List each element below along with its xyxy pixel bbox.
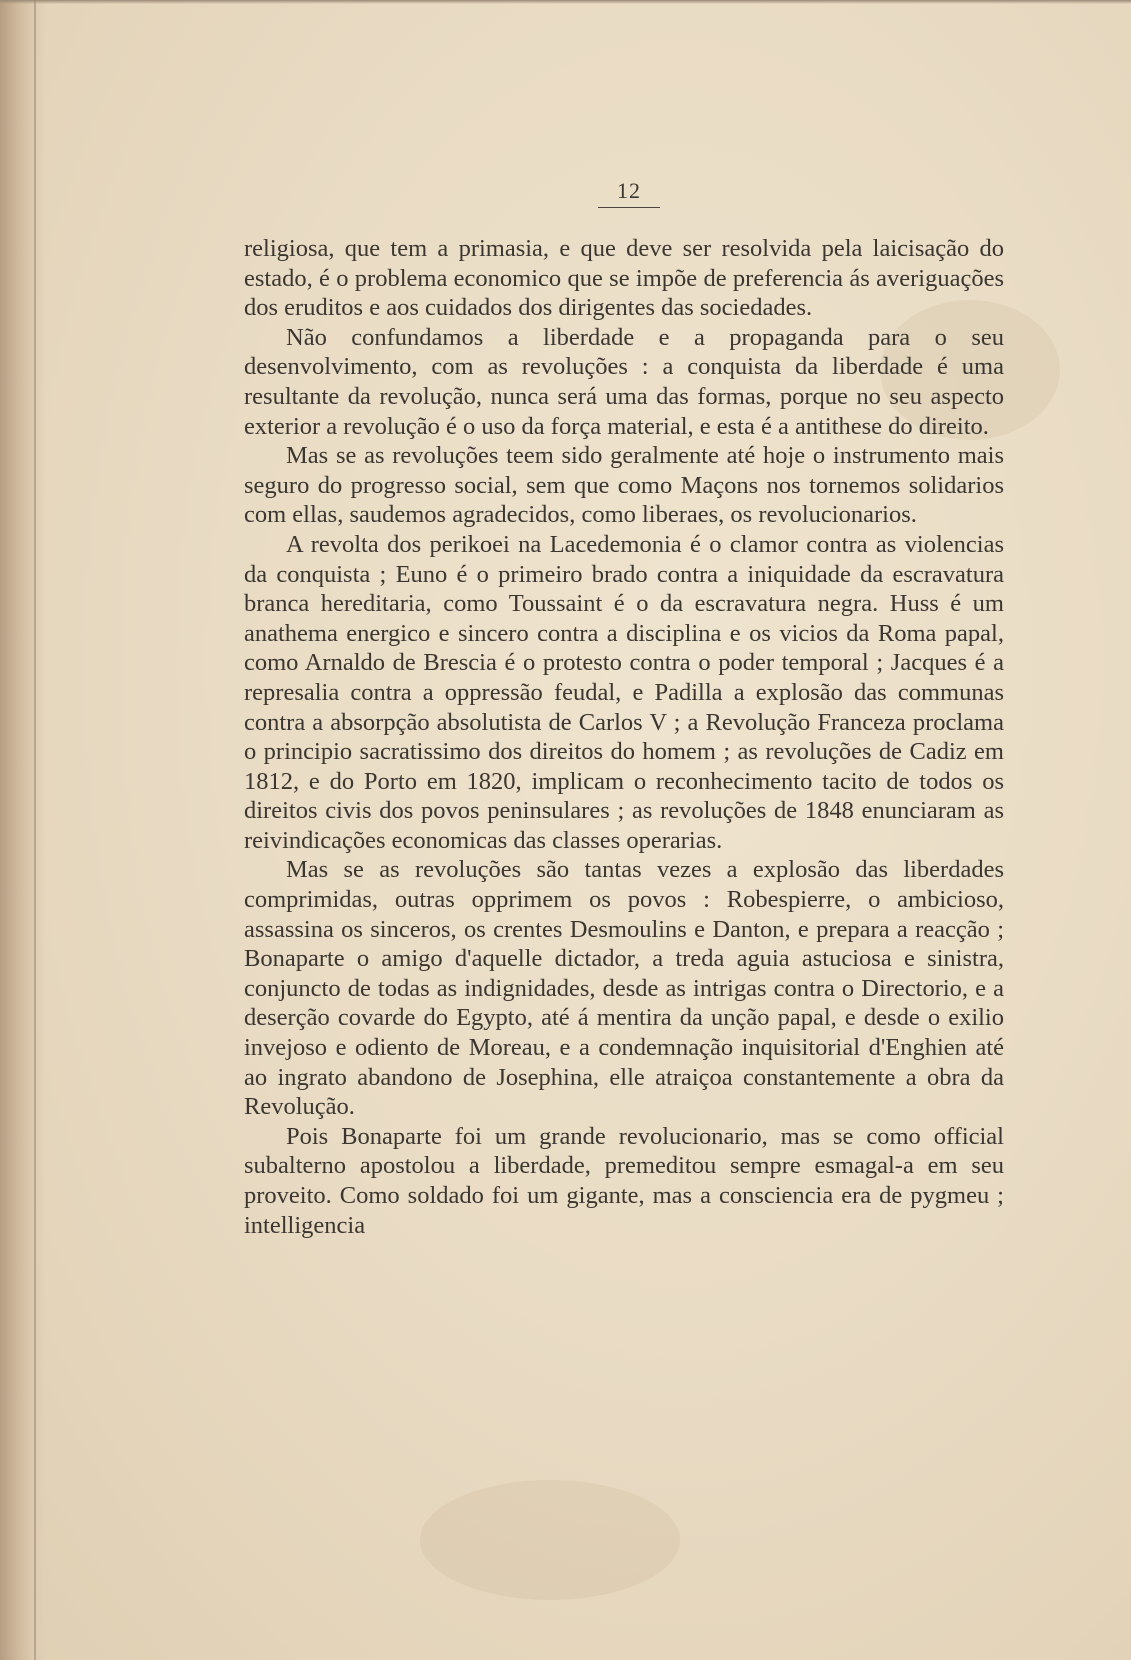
page-number: 12	[617, 178, 641, 203]
page-binding-shadow	[0, 0, 46, 1660]
page-number-rule	[598, 207, 660, 208]
paragraph-4: A revolta dos perikoei na Lacedemonia é o clamor contra as violencias da conquista ; Euno é o primeiro brado contra a iniquidade da escravatura branca hereditaria, como Toussaint é o da escravatura negra. Huss é um anathema energico e sincero contra a disciplina e os vicios da Roma papal, como Arnaldo de Brescia é o protesto contra o poder temporal ; Jacques é a represalia contra a oppressão feudal, e Padilla a explosão das communas contra a absorpção absolutista de Carlos V ; a Revolução Franceza proclama o principio sacratissimo dos direitos do homem ; as revoluções de Cadiz em 1812, e do Porto em 1820, implicam o reconhecimento tacito de todos os direitos civis dos povos peninsulares ; as revoluções de 1848 enunciaram as reivindicações economicas das classes operarias.	[244, 530, 1004, 854]
body-text	[244, 234, 1004, 1240]
paragraph-3: Mas se as revoluções teem sido geralmente até hoje o instrumento mais seguro do progresso social, sem que como Maçons nos tornemos solidarios com ellas, saudemos agradecidos, como liberaes, os revolucionarios.	[244, 442, 1004, 529]
paragraph-5: Mas se as revoluções são tantas vezes a explosão das liberdades comprimidas, outras opprimem os povos : Robespierre, o ambicioso, assassina os sinceros, os crentes Desmoulins e Danton, e prepara a reacção ; Bonaparte o amigo d'aquelle dictador, a treda aguia astuciosa e sinistra, conjuncto de todas as indignidades, desde as intrigas contra o Directorio, e a deserção covarde do Egypto, até á mentira da unção papal, e desde o exilio invejoso e odiento de Moreau, e a condemnação inquisitorial d'Enghien até ao ingrato abandono de Josephina, elle atraiçoa constantemente a obra da Revolução.	[244, 856, 1004, 1121]
paragraph-1: religiosa, que tem a primasia, e que deve ser resolvida pela laicisação do estado, é o problema economico que se impõe de preferencia ás averiguações dos eruditos e aos cuidados dos dirigentes das sociedades.	[244, 235, 1004, 322]
paragraph-6: Pois Bonaparte foi um grande revolucionario, mas se como official subalterno apostolou a liberdade, premeditou sempre esmagal-a em seu proveito. Como soldado foi um gigante, mas a consciencia era de pygmeu ; intelligencia	[244, 1122, 1004, 1239]
paper-stain	[420, 1480, 680, 1600]
page-top-edge	[0, 0, 1131, 4]
binding-crease	[34, 0, 36, 1660]
paragraph-2: Não confundamos a liberdade e a propaganda para o seu desenvolvimento, com as revoluções : a conquista da liberdade é uma resultante da revolução, nunca será uma das formas, porque no seu aspecto exterior a revolução é o uso da força material, e esta é a antithese do direito.	[244, 323, 1004, 440]
